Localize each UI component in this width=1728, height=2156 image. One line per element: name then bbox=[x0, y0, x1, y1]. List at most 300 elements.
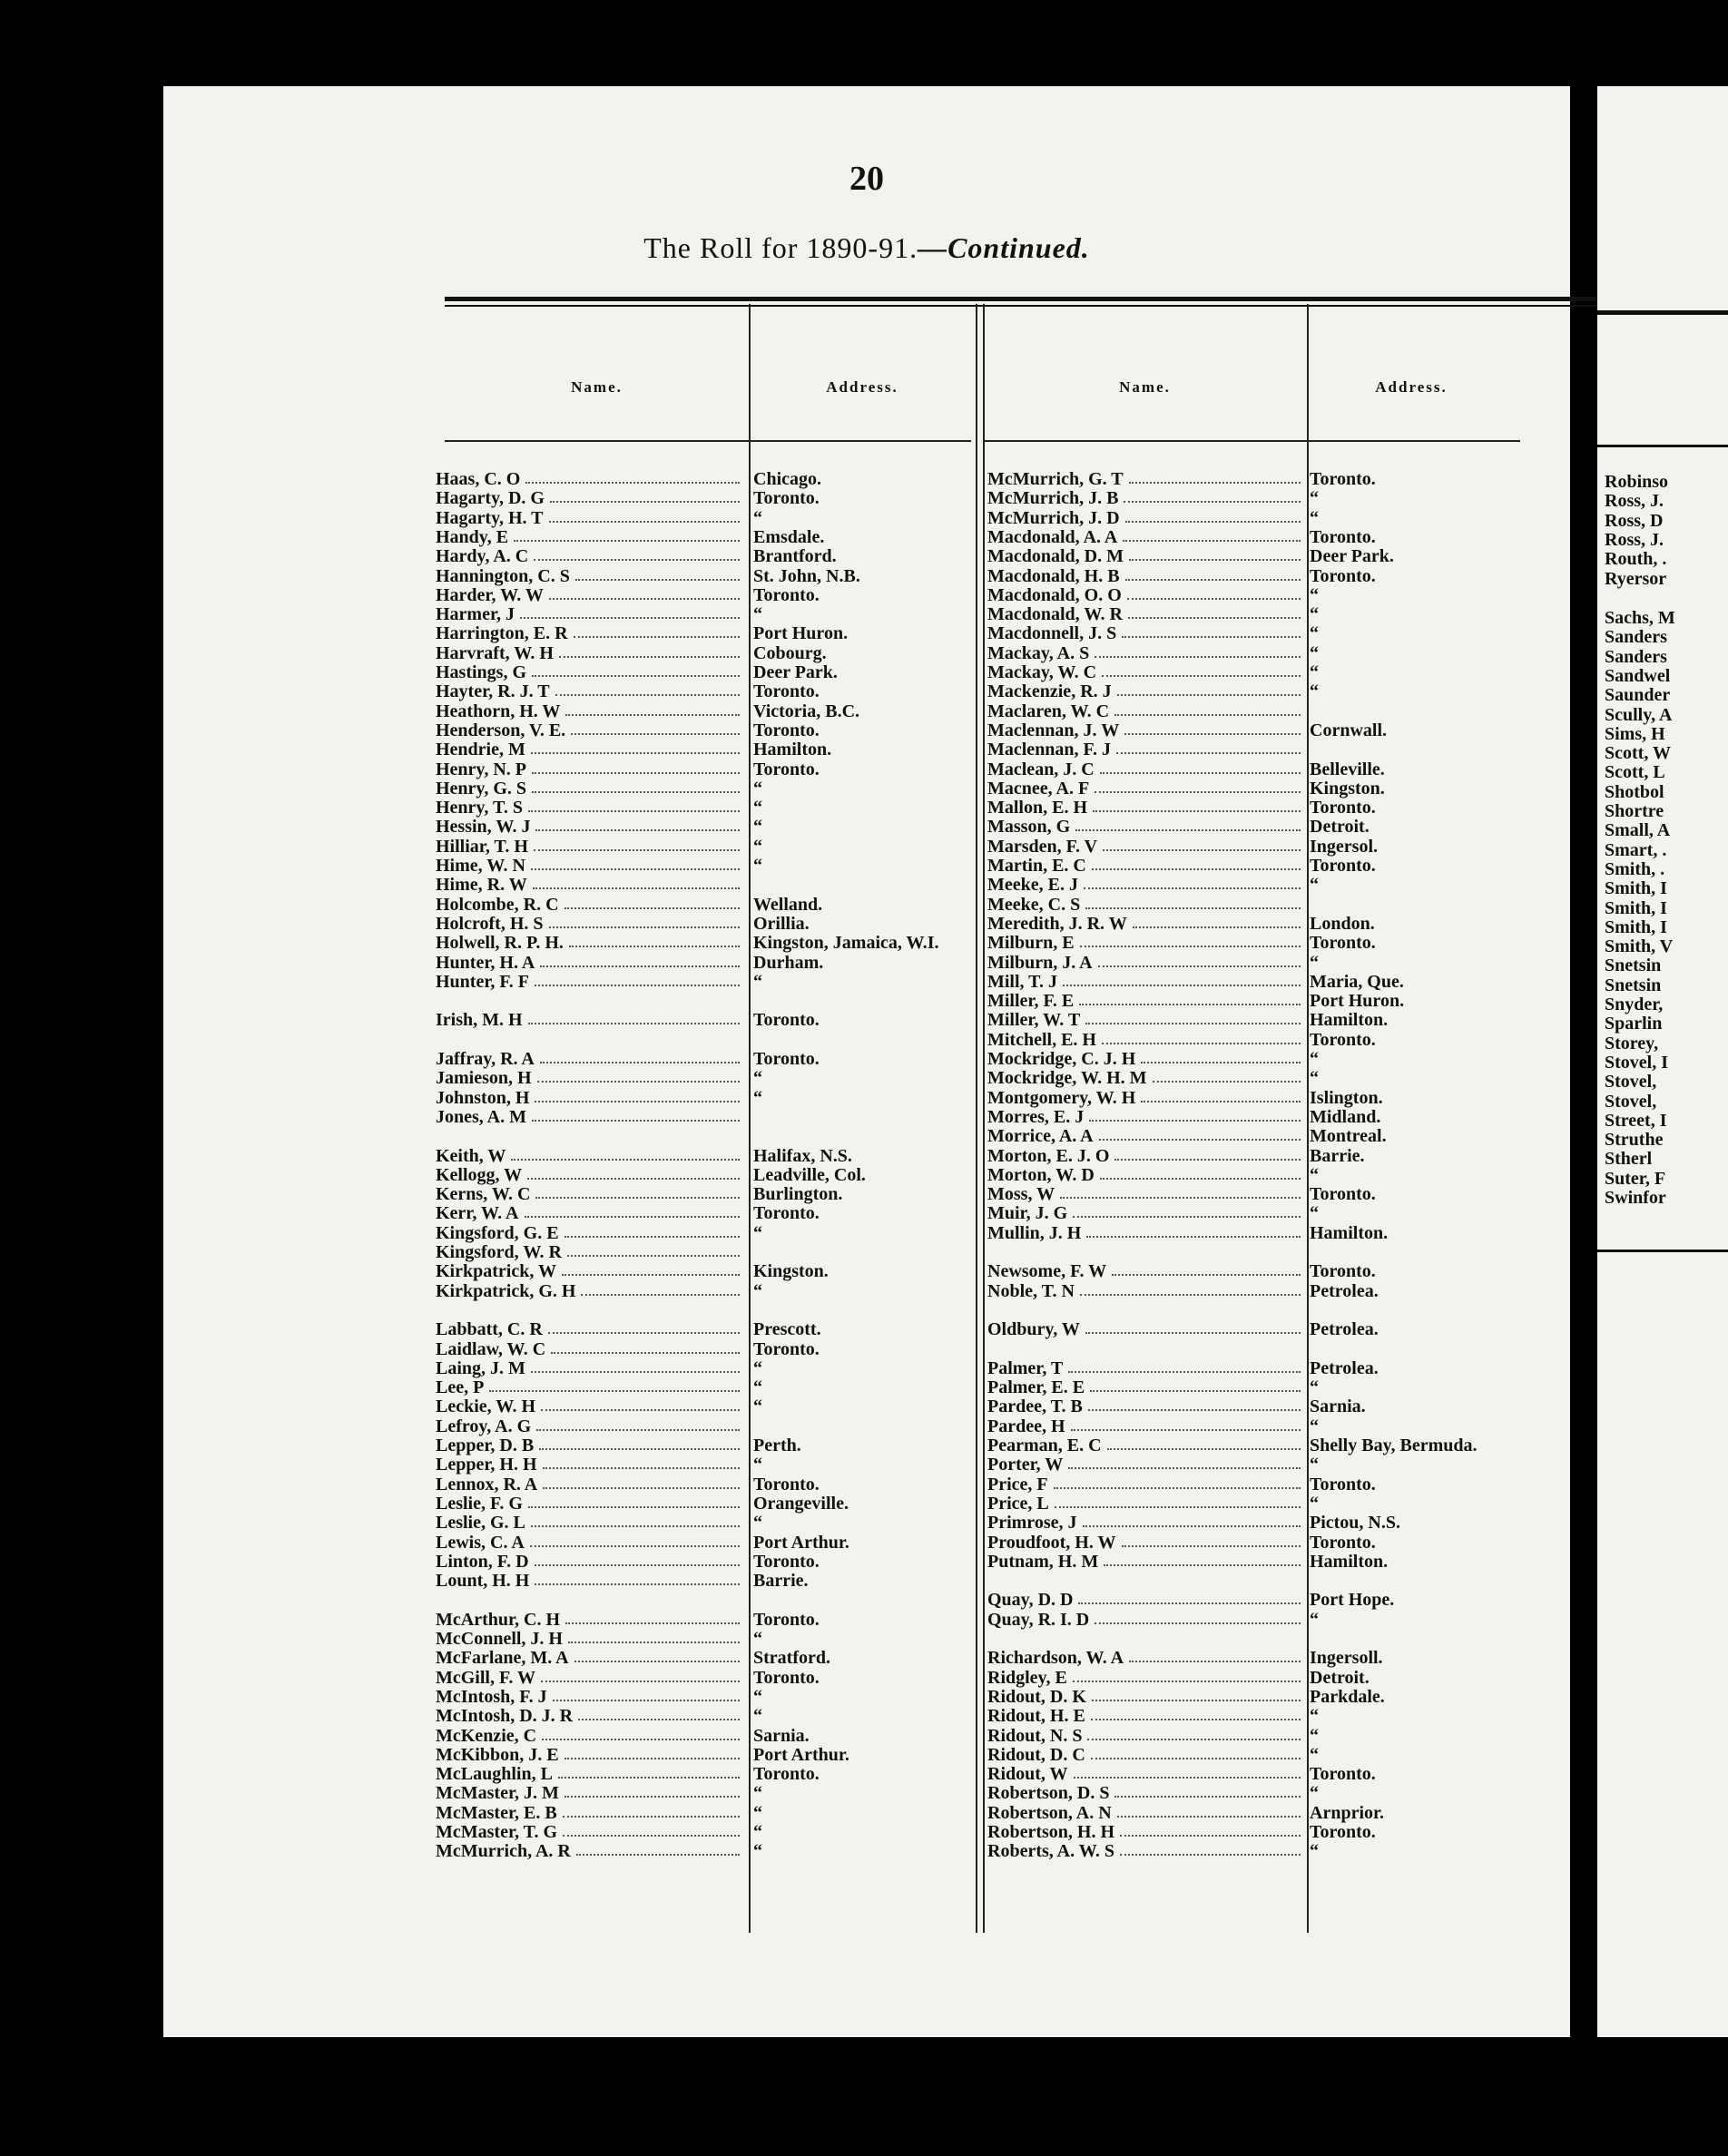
leader-dots bbox=[1054, 1475, 1301, 1489]
adjacent-entry: Scully, A bbox=[1605, 704, 1673, 725]
entry-address: Toronto. bbox=[1310, 526, 1376, 547]
leader-dots bbox=[534, 837, 740, 851]
entry-name: McGill, F. W bbox=[436, 1667, 535, 1688]
left-header-rule bbox=[445, 440, 971, 442]
entry-name: Hastings, G bbox=[436, 662, 527, 682]
roll-entry bbox=[987, 1203, 1319, 1224]
entry-address: Toronto. bbox=[753, 1010, 820, 1031]
entry-address: Montreal. bbox=[1310, 1126, 1387, 1147]
leader-dots bbox=[1079, 991, 1301, 1005]
roll-entry bbox=[987, 1822, 1376, 1842]
leader-dots bbox=[1060, 1184, 1301, 1199]
leader-dots bbox=[576, 1841, 740, 1856]
entry-name: Mullin, J. H bbox=[987, 1222, 1082, 1243]
table-center-divider-inner bbox=[983, 304, 985, 1933]
leader-dots bbox=[1085, 1010, 1301, 1024]
entry-name: Macdonald, O. O bbox=[987, 584, 1122, 605]
adjacent-entry: Storey, bbox=[1605, 1033, 1659, 1054]
leader-dots bbox=[542, 1726, 740, 1740]
entry-address: “ bbox=[1310, 604, 1319, 625]
roll-entry bbox=[436, 701, 860, 721]
entry-address: London. bbox=[1310, 913, 1375, 934]
leader-dots bbox=[1124, 720, 1301, 735]
leader-dots bbox=[1120, 1841, 1301, 1856]
leader-dots bbox=[531, 740, 740, 754]
entry-address: “ bbox=[753, 1068, 762, 1089]
leader-dots bbox=[520, 604, 740, 619]
roll-entry bbox=[436, 1667, 820, 1688]
entry-address: “ bbox=[753, 1455, 762, 1475]
roll-entry bbox=[436, 1145, 852, 1166]
roll-entry bbox=[436, 1416, 531, 1436]
entry-name: McConnell, J. H bbox=[436, 1629, 563, 1649]
leader-dots bbox=[1095, 1610, 1301, 1624]
roll-entry bbox=[987, 798, 1376, 818]
entry-address: Toronto. bbox=[753, 1764, 820, 1785]
roll-entry bbox=[436, 952, 824, 973]
entry-address: “ bbox=[753, 1629, 762, 1649]
entry-name: Meredith, J. R. W bbox=[987, 913, 1127, 934]
leader-dots bbox=[532, 1107, 740, 1122]
leader-dots bbox=[565, 1783, 740, 1798]
leader-dots bbox=[535, 1552, 740, 1566]
entry-address: Toronto. bbox=[1310, 1029, 1376, 1050]
entry-address: Toronto. bbox=[753, 1551, 820, 1572]
roll-entry bbox=[436, 913, 810, 934]
roll-entry bbox=[436, 1377, 762, 1398]
entry-address: “ bbox=[753, 856, 762, 876]
entry-name: Mallon, E. H bbox=[987, 798, 1088, 818]
roll-entry bbox=[436, 836, 762, 857]
entry-address: “ bbox=[753, 778, 762, 799]
entry-address: “ bbox=[753, 1280, 762, 1301]
adjacent-page-rule bbox=[1597, 310, 1728, 315]
roll-entry bbox=[987, 1261, 1376, 1282]
adjacent-entry: Shotbol bbox=[1605, 781, 1664, 802]
entry-name: Price, F bbox=[987, 1474, 1048, 1494]
entry-name: Putnam, H. M bbox=[987, 1551, 1099, 1572]
roll-entry bbox=[987, 1222, 1389, 1243]
roll-entry bbox=[987, 623, 1319, 644]
entry-name: McIntosh, D. J. R bbox=[436, 1706, 574, 1727]
roll-entry bbox=[987, 1377, 1319, 1398]
entry-address: Detroit. bbox=[1310, 817, 1370, 838]
leader-dots bbox=[543, 1475, 740, 1489]
entry-address: Toronto. bbox=[1310, 1532, 1376, 1553]
entry-address: “ bbox=[1310, 1841, 1319, 1862]
entry-name: Kirkpatrick, W bbox=[436, 1261, 556, 1282]
leader-dots bbox=[1112, 1261, 1301, 1276]
leader-dots bbox=[1104, 1552, 1301, 1566]
entry-name: Kingsford, G. E bbox=[436, 1222, 559, 1243]
entry-address: Toronto. bbox=[753, 1474, 820, 1494]
title-rule-thin bbox=[445, 305, 1688, 307]
entry-name: Miller, F. E bbox=[987, 991, 1075, 1012]
leader-dots bbox=[1125, 566, 1301, 581]
entry-name: Holcroft, H. S bbox=[436, 913, 544, 934]
entry-name: McFarlane, M. A bbox=[436, 1648, 569, 1669]
leader-dots bbox=[1141, 1088, 1301, 1102]
entry-address: Toronto. bbox=[1310, 565, 1376, 586]
entry-name: Handy, E bbox=[436, 526, 509, 547]
roll-entry bbox=[987, 1396, 1366, 1417]
leader-dots bbox=[567, 1242, 740, 1257]
entry-name: McMaster, E. B bbox=[436, 1802, 557, 1823]
roll-entry bbox=[436, 507, 762, 528]
entry-address: Parkdale. bbox=[1310, 1686, 1385, 1707]
leader-dots bbox=[533, 875, 740, 889]
roll-entry bbox=[987, 526, 1376, 547]
roll-entry bbox=[987, 991, 1405, 1012]
entry-address: “ bbox=[1310, 1377, 1319, 1398]
entry-name: Hime, R. W bbox=[436, 875, 527, 896]
right-name-header: Name. bbox=[1119, 378, 1171, 396]
roll-entry bbox=[987, 681, 1319, 702]
page-title-continued: —Continued. bbox=[918, 231, 1090, 264]
roll-entry bbox=[987, 1532, 1376, 1553]
right-address-header: Address. bbox=[1375, 378, 1448, 396]
entry-address: “ bbox=[753, 1841, 762, 1862]
entry-address: “ bbox=[753, 1706, 762, 1727]
entry-name: Lepper, H. H bbox=[436, 1455, 537, 1475]
roll-entry bbox=[987, 1068, 1319, 1089]
entry-address: “ bbox=[753, 1377, 762, 1398]
left-address-header: Address. bbox=[826, 378, 898, 396]
roll-entry bbox=[436, 1107, 526, 1127]
roll-entry bbox=[987, 971, 1404, 992]
leader-dots bbox=[1055, 1494, 1301, 1508]
leader-dots bbox=[1080, 1281, 1301, 1296]
entry-address: Toronto. bbox=[1310, 1764, 1376, 1785]
leader-dots bbox=[1117, 681, 1301, 696]
page-title-main: The Roll for 1890-91. bbox=[643, 231, 918, 264]
roll-entry bbox=[987, 1783, 1319, 1804]
entry-name: Morton, E. J. O bbox=[987, 1145, 1110, 1166]
roll-entry bbox=[436, 1396, 762, 1417]
entry-name: McLaughlin, L bbox=[436, 1764, 553, 1785]
entry-address: St. John, N.B. bbox=[753, 565, 860, 586]
entry-address: “ bbox=[753, 1513, 762, 1534]
entry-name: McMurrich, J. D bbox=[987, 507, 1120, 528]
entry-address: Kingston. bbox=[753, 1261, 829, 1282]
roll-entry bbox=[987, 565, 1376, 586]
entry-name: Mockridge, W. H. M bbox=[987, 1068, 1147, 1089]
roll-entry bbox=[436, 1648, 830, 1669]
leader-dots bbox=[1085, 1319, 1301, 1334]
entry-name: Harrington, E. R bbox=[436, 623, 568, 644]
roll-entry bbox=[436, 623, 849, 644]
entry-name: Macnee, A. F bbox=[987, 778, 1090, 799]
roll-entry bbox=[987, 1145, 1365, 1166]
leader-dots bbox=[525, 469, 740, 484]
roll-entry bbox=[987, 1551, 1389, 1572]
adjacent-entry: Sandwel bbox=[1605, 665, 1671, 686]
adjacent-entry: Suter, F bbox=[1605, 1168, 1666, 1189]
leader-dots bbox=[549, 508, 740, 523]
roll-entry bbox=[987, 1725, 1319, 1746]
leader-dots bbox=[532, 779, 740, 793]
roll-entry bbox=[436, 584, 820, 605]
roll-entry bbox=[436, 1068, 762, 1089]
leader-dots bbox=[1078, 1590, 1301, 1604]
entry-name: Robertson, H. H bbox=[987, 1822, 1114, 1842]
roll-entry bbox=[987, 1126, 1387, 1147]
entry-name: McKenzie, C bbox=[436, 1725, 537, 1746]
entry-name: Hendrie, M bbox=[436, 740, 525, 760]
roll-entry bbox=[436, 1609, 820, 1630]
entry-name: Linton, F. D bbox=[436, 1551, 529, 1572]
roll-entry bbox=[436, 817, 762, 838]
left-table-divider bbox=[749, 304, 751, 1933]
entry-address: “ bbox=[1310, 1744, 1319, 1765]
leader-dots bbox=[1087, 1726, 1301, 1740]
roll-entry bbox=[987, 1049, 1319, 1069]
adjacent-entry: Robinso bbox=[1605, 472, 1669, 492]
entry-address: Toronto. bbox=[753, 584, 820, 605]
roll-entry bbox=[436, 604, 762, 625]
entry-name: Lepper, D. B bbox=[436, 1436, 535, 1455]
entry-address: Halifax, N.S. bbox=[753, 1145, 852, 1166]
adjacent-entry: Saunder bbox=[1605, 685, 1671, 706]
roll-entry bbox=[436, 1436, 801, 1455]
entry-name: Marsden, F. V bbox=[987, 836, 1098, 857]
entry-address: Ingersol. bbox=[1310, 836, 1378, 857]
entry-name: Hagarty, D. G bbox=[436, 488, 545, 509]
entry-address: Toronto. bbox=[753, 759, 820, 779]
leader-dots bbox=[1093, 798, 1301, 812]
roll-entry bbox=[987, 1184, 1376, 1205]
adjacent-entry: Sachs, M bbox=[1605, 608, 1675, 628]
roll-entry bbox=[987, 952, 1319, 973]
roll-entry bbox=[987, 1493, 1319, 1514]
entry-address: Shelly Bay, Bermuda. bbox=[1310, 1436, 1478, 1455]
roll-entry bbox=[987, 1010, 1389, 1031]
entry-name: Hilliar, T. H bbox=[436, 836, 528, 857]
roll-entry bbox=[436, 875, 527, 895]
roll-entry bbox=[436, 1203, 820, 1224]
roll-entry bbox=[436, 1802, 762, 1823]
entry-name: Martin, E. C bbox=[987, 856, 1086, 876]
entry-address: “ bbox=[753, 1222, 762, 1243]
entry-name: Haas, C. O bbox=[436, 469, 521, 489]
entry-name: McMaster, T. G bbox=[436, 1822, 558, 1842]
entry-name: Miller, W. T bbox=[987, 1010, 1081, 1031]
leader-dots bbox=[1073, 1668, 1301, 1682]
roll-entry bbox=[987, 740, 1111, 760]
entry-name: Macdonnell, J. S bbox=[987, 623, 1117, 644]
adjacent-entry: Struthe bbox=[1605, 1130, 1664, 1151]
entry-address: “ bbox=[1310, 1609, 1319, 1630]
roll-entry bbox=[436, 1261, 829, 1282]
roll-entry bbox=[987, 1436, 1478, 1455]
entry-address: Cornwall. bbox=[1310, 720, 1387, 740]
roll-entry bbox=[436, 1455, 762, 1475]
entry-name: Lewis, C. A bbox=[436, 1532, 525, 1553]
roll-entry bbox=[436, 778, 762, 799]
adjacent-entry: Sims, H bbox=[1605, 723, 1665, 744]
adjacent-entry: Routh, . bbox=[1605, 549, 1667, 570]
leader-dots bbox=[1123, 527, 1301, 542]
table-center-divider bbox=[976, 304, 977, 1933]
roll-entry bbox=[987, 1764, 1376, 1785]
entry-address: “ bbox=[1310, 952, 1319, 973]
leader-dots bbox=[535, 1571, 740, 1585]
entry-address: Petrolea. bbox=[1310, 1357, 1379, 1378]
roll-entry bbox=[436, 681, 820, 702]
entry-address: Pictou, N.S. bbox=[1310, 1513, 1400, 1534]
leader-dots bbox=[1141, 1049, 1301, 1063]
entry-name: Leckie, W. H bbox=[436, 1396, 536, 1417]
leader-dots bbox=[563, 1822, 740, 1837]
entry-name: Henry, G. S bbox=[436, 778, 527, 799]
entry-name: Heathorn, H. W bbox=[436, 701, 561, 721]
adjacent-entry: Smart, . bbox=[1605, 839, 1667, 860]
leader-dots bbox=[531, 856, 740, 870]
entry-name: Lee, P bbox=[436, 1377, 485, 1398]
adjacent-entry: Snetsin bbox=[1605, 975, 1662, 995]
entry-address: “ bbox=[1310, 623, 1319, 644]
entry-address: Detroit. bbox=[1310, 1667, 1370, 1688]
entry-name: Jaffray, R. A bbox=[436, 1049, 535, 1069]
right-header-rule bbox=[985, 440, 1520, 442]
roll-entry bbox=[987, 1087, 1383, 1108]
entry-name: Ridgley, E bbox=[987, 1667, 1067, 1688]
entry-name: Henry, N. P bbox=[436, 759, 526, 779]
entry-name: Mackay, A. S bbox=[987, 642, 1090, 663]
roll-entry bbox=[987, 604, 1319, 625]
entry-address: Toronto. bbox=[753, 1203, 820, 1224]
entry-name: Morrice, A. A bbox=[987, 1126, 1094, 1147]
entry-address: Burlington. bbox=[753, 1184, 843, 1205]
entry-address: “ bbox=[753, 604, 762, 625]
roll-entry bbox=[436, 1184, 843, 1205]
leader-dots bbox=[571, 720, 740, 735]
leader-dots bbox=[1080, 933, 1301, 947]
adjacent-entry: Smith, V bbox=[1605, 936, 1674, 957]
leader-dots bbox=[569, 933, 740, 947]
roll-entry bbox=[987, 933, 1376, 954]
entry-name: Johnston, H bbox=[436, 1087, 530, 1108]
roll-entry bbox=[987, 913, 1375, 934]
entry-address: Toronto. bbox=[753, 720, 820, 740]
entry-name: Harvraft, W. H bbox=[436, 642, 554, 663]
entry-address: “ bbox=[753, 971, 762, 992]
leader-dots bbox=[551, 1339, 740, 1354]
entry-address: “ bbox=[1310, 507, 1319, 528]
entry-address: Orangeville. bbox=[753, 1493, 849, 1514]
roll-entry bbox=[436, 1571, 809, 1592]
entry-address: Belleville. bbox=[1310, 759, 1385, 779]
roll-entry bbox=[987, 1686, 1385, 1707]
roll-entry bbox=[436, 1010, 820, 1031]
entry-address: “ bbox=[1310, 1416, 1319, 1436]
entry-name: Robertson, D. S bbox=[987, 1783, 1110, 1804]
entry-name: Mackenzie, R. J bbox=[987, 681, 1112, 702]
adjacent-entry: Stherl bbox=[1605, 1149, 1653, 1170]
roll-entry bbox=[436, 546, 837, 567]
leader-dots bbox=[565, 1610, 740, 1624]
entry-address: Hamilton. bbox=[1310, 1551, 1389, 1572]
entry-address: Toronto. bbox=[1310, 1261, 1376, 1282]
leader-dots bbox=[1068, 1455, 1301, 1469]
roll-entry bbox=[987, 546, 1394, 567]
adjacent-entry: Snetsin bbox=[1605, 956, 1662, 976]
leader-dots bbox=[575, 566, 740, 581]
entry-name: Price, L bbox=[987, 1493, 1049, 1514]
roll-entry bbox=[987, 1513, 1400, 1534]
leader-dots bbox=[528, 1494, 740, 1508]
entry-name: Henry, T. S bbox=[436, 798, 523, 818]
entry-name: Noble, T. N bbox=[987, 1280, 1075, 1301]
entry-address: Toronto. bbox=[1310, 1184, 1376, 1205]
roll-entry bbox=[987, 662, 1319, 682]
roll-entry bbox=[987, 1029, 1376, 1050]
roll-entry bbox=[987, 836, 1378, 857]
entry-name: Maclean, J. C bbox=[987, 759, 1095, 779]
roll-entry bbox=[436, 1164, 866, 1185]
document-page bbox=[163, 86, 1570, 2037]
leader-dots bbox=[535, 1088, 740, 1102]
roll-entry bbox=[987, 584, 1319, 605]
leader-dots bbox=[1092, 856, 1301, 870]
entry-name: McMurrich, G. T bbox=[987, 469, 1124, 489]
leader-dots bbox=[1102, 1030, 1301, 1044]
entry-address: “ bbox=[1310, 1049, 1319, 1069]
entry-address: Toronto. bbox=[753, 488, 820, 509]
roll-entry bbox=[987, 1841, 1319, 1862]
roll-entry bbox=[436, 1357, 762, 1378]
entry-name: Milburn, J. A bbox=[987, 952, 1093, 973]
entry-address: Kingston. bbox=[1310, 778, 1385, 799]
entry-address: Deer Park. bbox=[1310, 546, 1394, 567]
leader-dots bbox=[558, 1764, 740, 1779]
entry-name: Kerr, W. A bbox=[436, 1203, 519, 1224]
entry-name: Morton, W. D bbox=[987, 1164, 1095, 1185]
entry-address: Cobourg. bbox=[753, 642, 827, 663]
leader-dots bbox=[536, 1416, 740, 1431]
leader-dots bbox=[1095, 779, 1301, 793]
entry-address: Barrie. bbox=[753, 1571, 809, 1592]
left-name-header: Name. bbox=[571, 378, 623, 396]
entry-name: Muir, J. G bbox=[987, 1203, 1068, 1224]
entry-address: “ bbox=[1310, 1725, 1319, 1746]
entry-address: “ bbox=[753, 817, 762, 838]
entry-name: Pearman, E. C bbox=[987, 1436, 1102, 1455]
entry-address: Orillia. bbox=[753, 913, 810, 934]
adjacent-entry: Smith, I bbox=[1605, 916, 1667, 937]
roll-entry bbox=[436, 469, 821, 489]
roll-entry bbox=[987, 1319, 1379, 1340]
entry-address: Toronto. bbox=[753, 1609, 820, 1630]
entry-name: Hardy, A. C bbox=[436, 546, 529, 567]
entry-name: Macdonald, W. R bbox=[987, 604, 1123, 625]
roll-entry bbox=[436, 642, 827, 663]
entry-name: Maclennan, J. W bbox=[987, 720, 1120, 740]
entry-address: Port Arthur. bbox=[753, 1744, 849, 1765]
entry-address: “ bbox=[753, 1357, 762, 1378]
leader-dots bbox=[532, 760, 740, 774]
roll-entry bbox=[436, 526, 825, 547]
roll-entry bbox=[436, 759, 820, 779]
entry-name: Kellogg, W bbox=[436, 1164, 523, 1185]
adjacent-entry: Swinfor bbox=[1605, 1188, 1666, 1208]
entry-address: “ bbox=[1310, 1706, 1319, 1727]
roll-entry bbox=[436, 1686, 762, 1707]
leader-dots bbox=[1092, 1687, 1301, 1701]
entry-name: Hime, W. N bbox=[436, 856, 525, 876]
roll-entry bbox=[987, 488, 1319, 509]
entry-address: “ bbox=[753, 836, 762, 857]
